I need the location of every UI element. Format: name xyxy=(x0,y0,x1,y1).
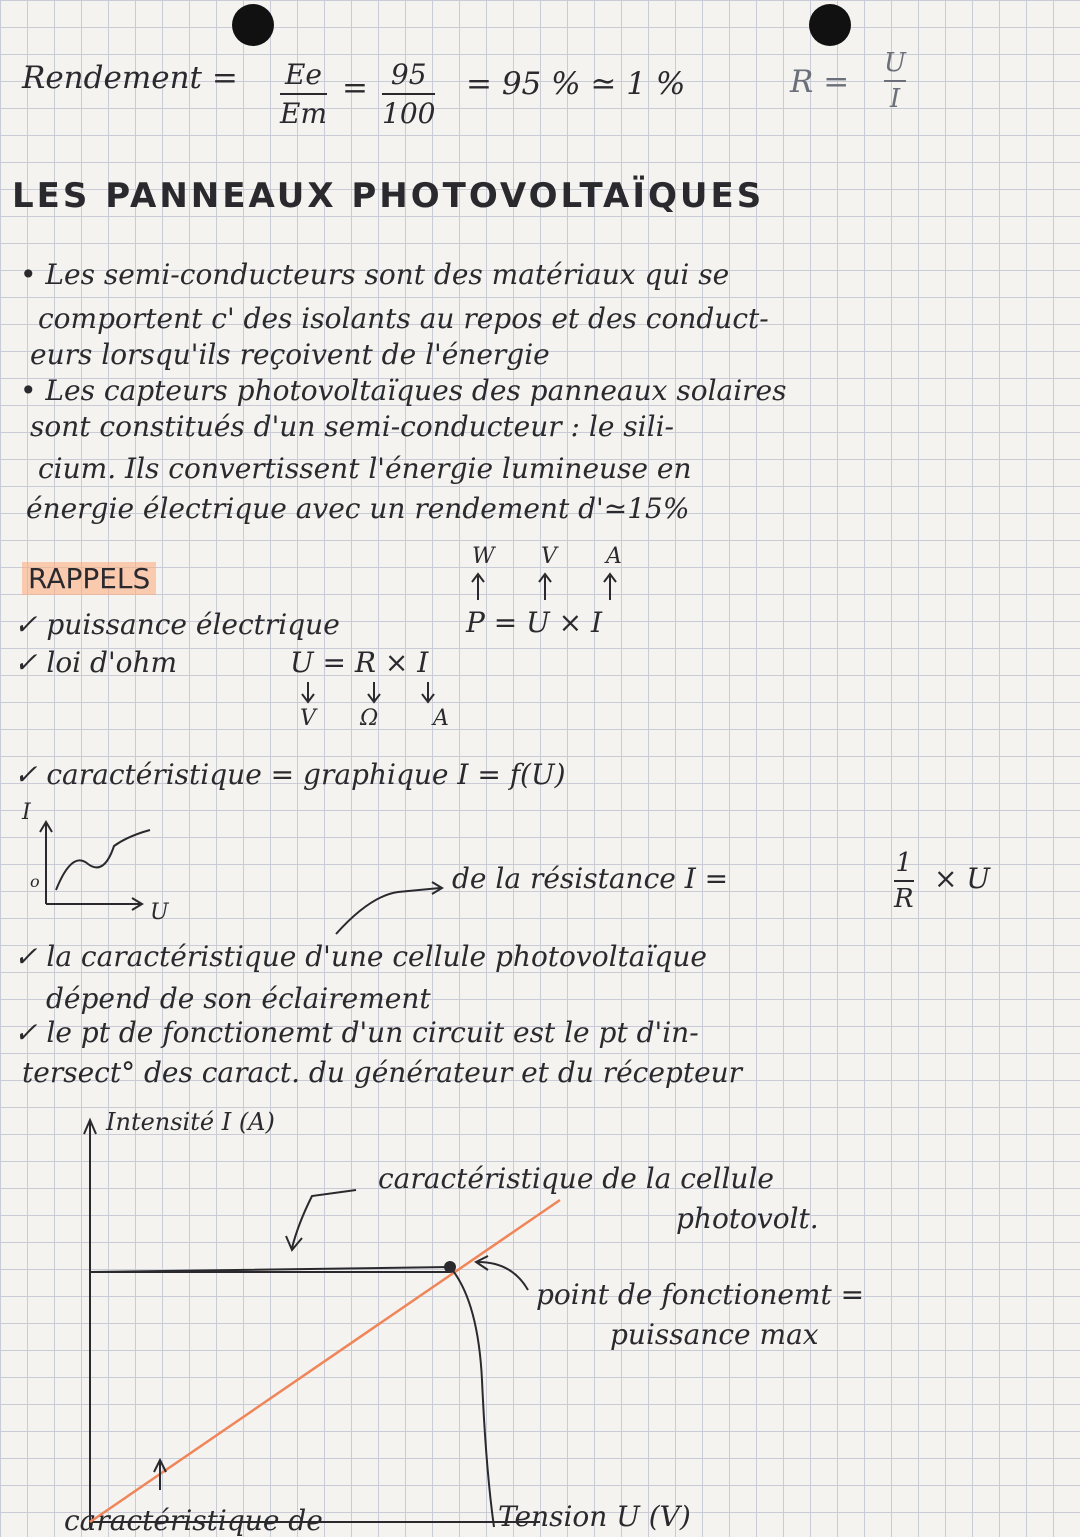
fraction-denominator: 100 xyxy=(382,97,436,130)
graph-ylabel: Intensité I (A) xyxy=(106,1108,275,1136)
unit-ampere-ohm: A xyxy=(433,706,449,731)
graph-xlabel: Tension U (V) xyxy=(498,1500,691,1533)
main-graph xyxy=(84,1120,560,1527)
bullet2-line-4: tersect° des caract. du générateur et du récepteur xyxy=(22,1056,743,1089)
mini-graph-origin: o xyxy=(30,872,40,891)
unit-arrows xyxy=(302,574,616,702)
note-arrow-point xyxy=(476,1256,528,1290)
ohm-ratio-label: R = xyxy=(790,64,850,100)
ohm-label: ✓ loi d'ohm xyxy=(14,646,178,679)
fraction-denominator: R xyxy=(894,884,914,914)
unit-volt: V xyxy=(541,544,557,569)
fraction-numerator: 1 xyxy=(895,848,913,878)
graph-note-point-a: point de fonctionemt = xyxy=(536,1278,865,1311)
rappels-highlight: RAPPELS xyxy=(22,562,156,595)
unit-volt-ohm: V xyxy=(300,706,316,731)
fraction-numerator: U xyxy=(884,48,906,78)
graph-note-bottom: caractéristique de xyxy=(64,1504,323,1537)
puissance-label: ✓ puissance électrique xyxy=(14,608,340,641)
graph-note-cell-b: photovolt. xyxy=(676,1202,819,1235)
fraction-numerator: Ee xyxy=(284,58,322,91)
cell-characteristic xyxy=(90,1267,494,1527)
bullet2-line-1: ✓ la caractéristique d'une cellule photovoltaïque xyxy=(14,940,707,973)
mini-graph xyxy=(40,822,150,910)
resistance-tail: × U xyxy=(934,862,990,895)
bullet2-line-2: dépend de son éclairement xyxy=(46,982,431,1015)
bullet2-line-3: ✓ le pt de fonctionemt d'un circuit est le pt d'in- xyxy=(14,1016,699,1049)
graph-note-cell-a: caractéristique de la cellule xyxy=(378,1162,774,1195)
caracteristique-line: ✓ caractéristique = graphique I = f(U) xyxy=(14,758,566,791)
ohm-formula: U = R × I xyxy=(290,646,429,679)
graph-note-point-b: puissance max xyxy=(610,1318,819,1351)
fraction-numerator: 95 xyxy=(390,58,427,91)
equals-sign: = xyxy=(342,70,368,106)
para-line-3: eurs lorsqu'ils reçoivent de l'énergie xyxy=(30,338,550,371)
rendement-label: Rendement = xyxy=(22,60,238,96)
para-line-2: comportent c' des isolants au repos et des conduct- xyxy=(38,302,769,335)
unit-ampere: A xyxy=(606,544,622,569)
resistance-line: de la résistance I = xyxy=(452,862,729,895)
para-line-6: cium. Ils convertissent l'énergie lumineuse en xyxy=(38,452,692,485)
unit-watt: W xyxy=(472,544,495,569)
mini-graph-ylabel: I xyxy=(22,800,31,825)
fraction-denominator: Em xyxy=(280,97,327,130)
rendement-result: = 95 % ≃ 1 % xyxy=(466,66,686,102)
resistance-arrow xyxy=(336,882,442,934)
para-line-1: • Les semi-conducteurs sont des matériaux qui se xyxy=(20,258,730,291)
mini-graph-xlabel: U xyxy=(150,900,169,925)
note-arrow-cell xyxy=(286,1190,356,1250)
operating-point xyxy=(444,1261,456,1273)
para-line-7: énergie électrique avec un rendement d'≃15% xyxy=(26,492,690,525)
fraction-denominator: I xyxy=(889,84,901,114)
section-title: LES PANNEAUX PHOTOVOLTAÏQUES xyxy=(12,176,765,216)
para-line-4: • Les capteurs photovoltaïques des panneaux solaires xyxy=(20,374,787,407)
puissance-formula: P = U × I xyxy=(466,606,603,639)
note-arrow-bottom xyxy=(154,1460,166,1490)
para-line-5: sont constitués d'un semi-conducteur : le sili- xyxy=(30,410,674,443)
unit-ohm: Ω xyxy=(360,706,379,731)
